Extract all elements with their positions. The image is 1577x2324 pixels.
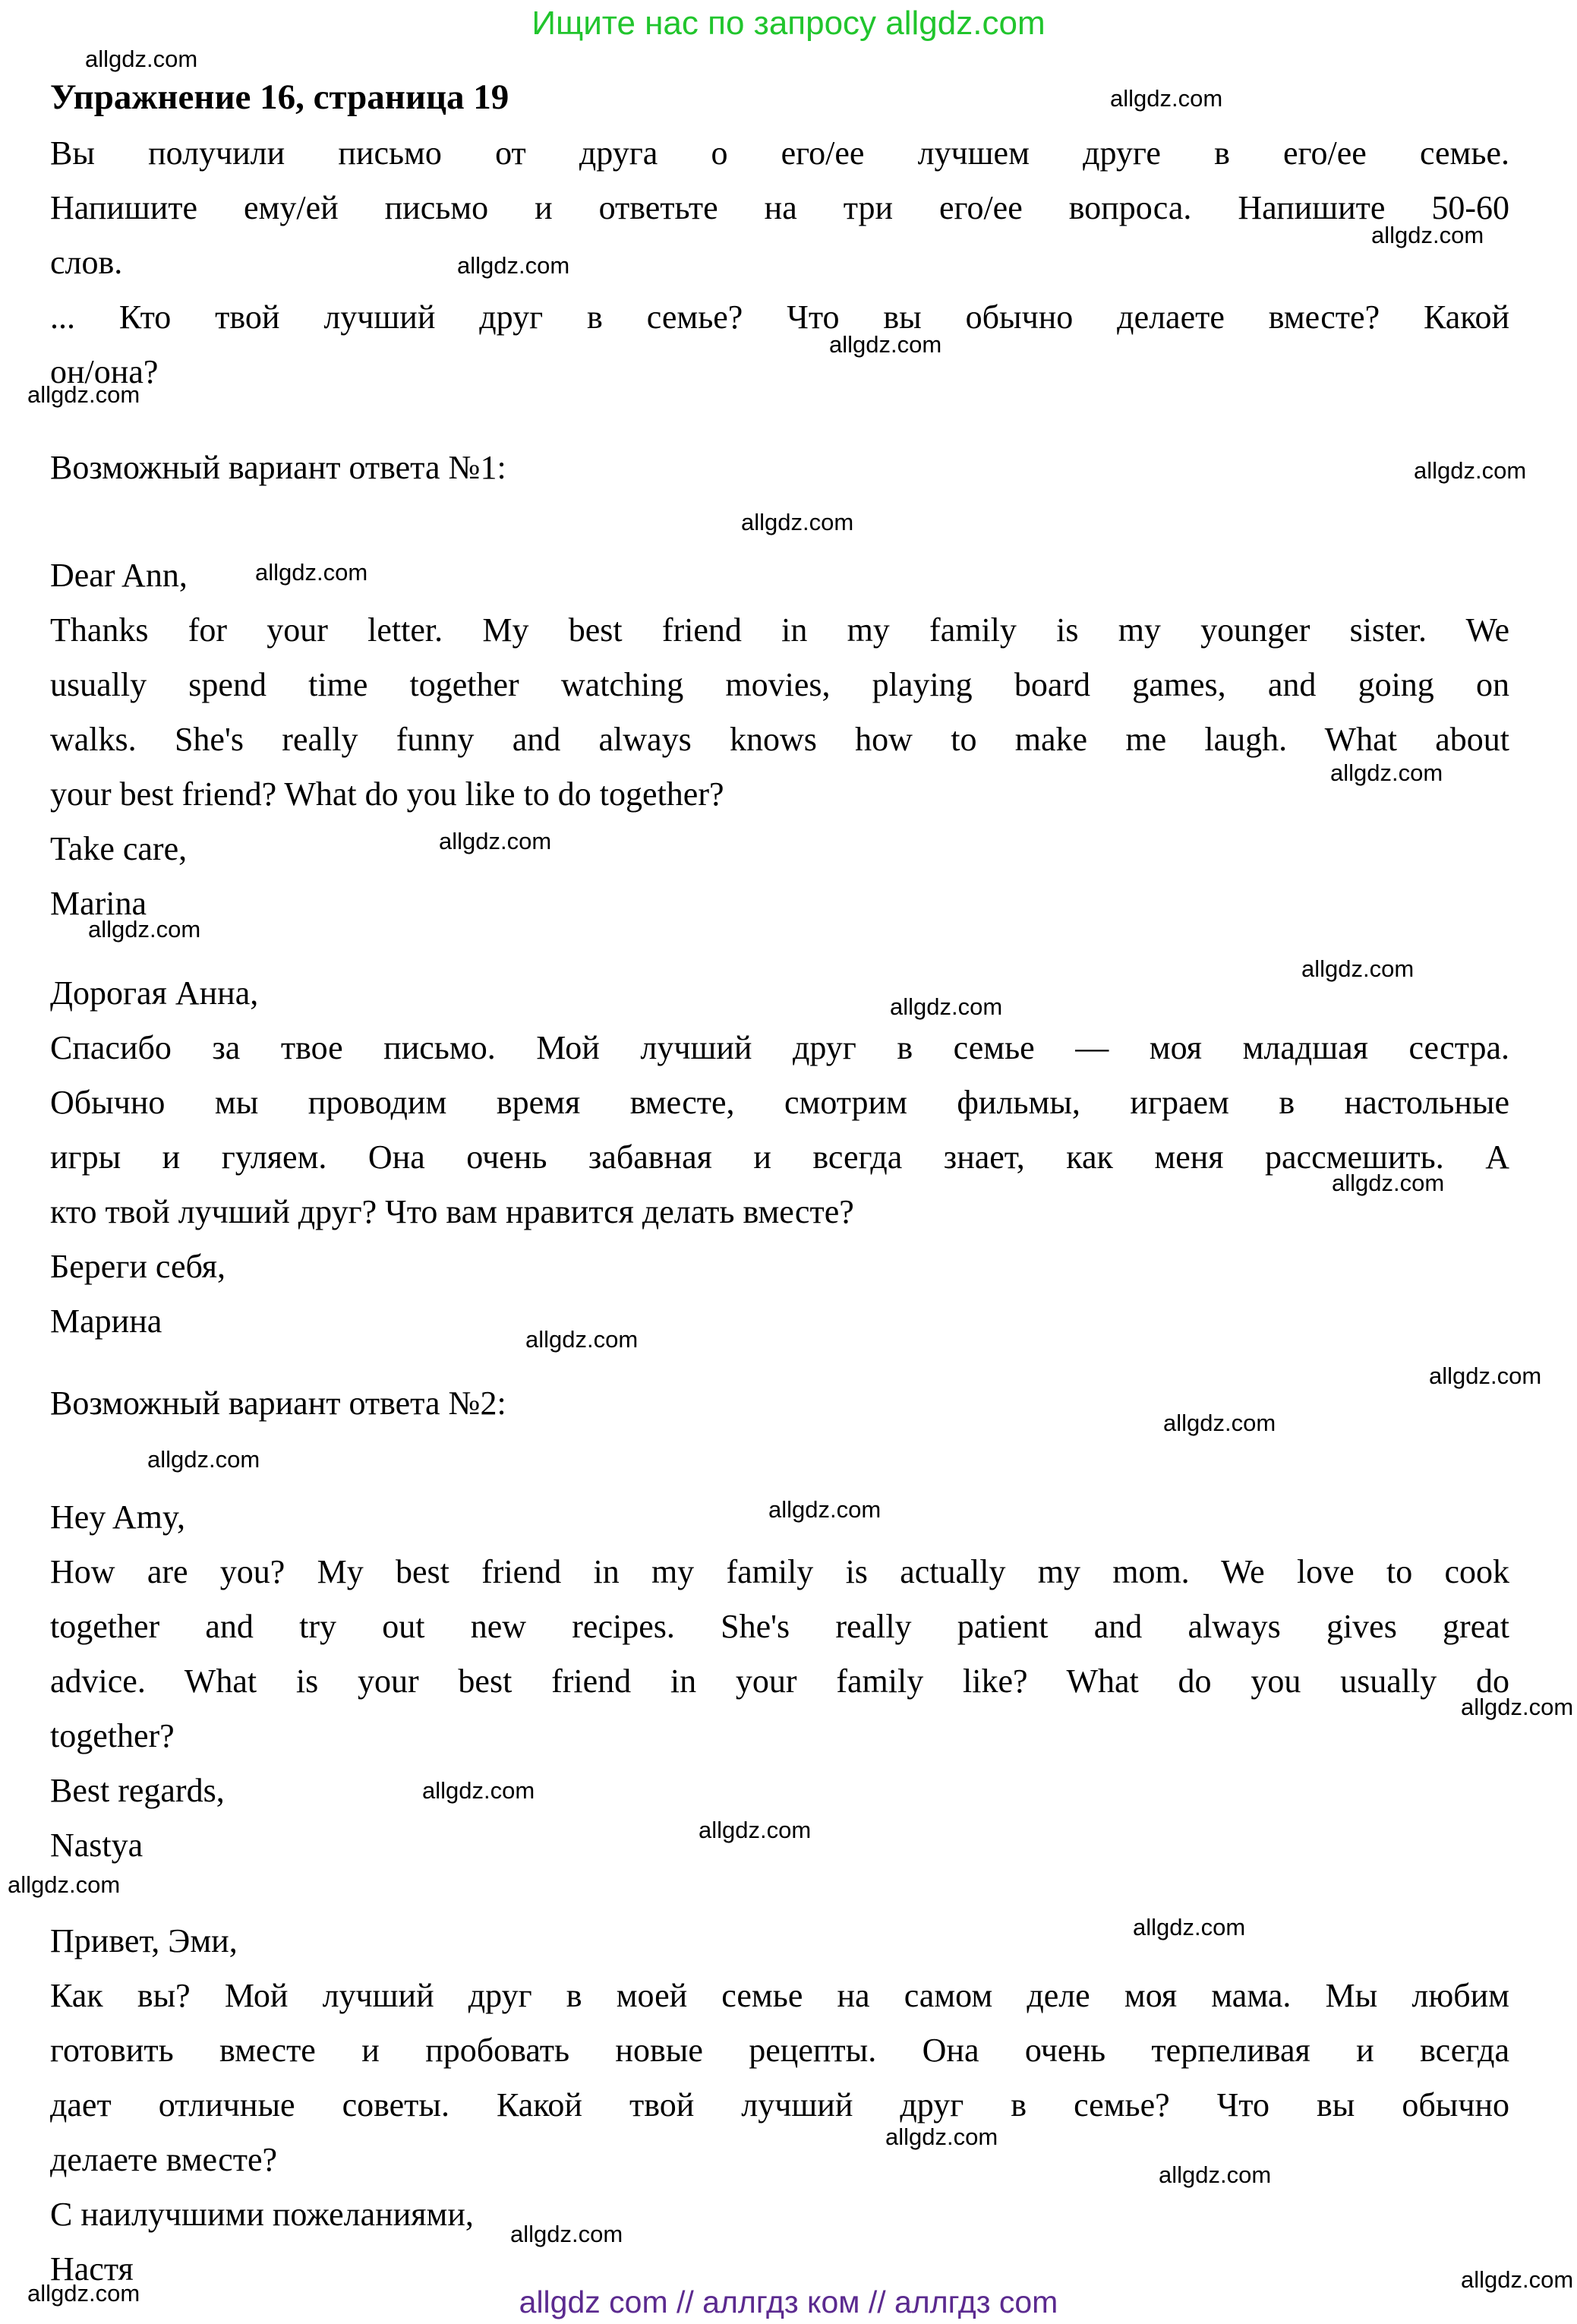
letter2-ru-body-line: готовить вместе и пробовать новые рецепты. Она очень терпеливая и всегда — [50, 2032, 1509, 2069]
task-line: Напишите ему/ей письмо и ответьте на три его/ее вопроса. Напишите 50-60 — [50, 189, 1509, 226]
promo-banner: Ищите нас по запросу allgdz.com — [531, 5, 1046, 42]
letter1-ru-body — [50, 1021, 1509, 1239]
letter2-body — [50, 1545, 1509, 1764]
watermark: allgdz.com — [741, 509, 854, 535]
watermark: allgdz.com — [699, 1817, 812, 1843]
answer-variant-1-label: Возможный вариант ответа №1: — [50, 449, 506, 486]
watermark: allgdz.com — [85, 46, 198, 72]
watermark: allgdz.com — [1461, 2266, 1574, 2293]
watermark: allgdz.com — [768, 1496, 882, 1523]
letter2-closing: Best regards, — [50, 1772, 225, 1809]
watermark: allgdz.com — [8, 1871, 121, 1898]
letter1-ru-salutation: Дорогая Анна, — [50, 974, 259, 1012]
letter1-ru-closing: Береги себя, — [50, 1248, 226, 1285]
letter2-ru-body-line: дает отличные советы. Какой твой лучший друг в семье? Что вы обычно — [50, 2086, 1509, 2123]
letter1-closing: Take care, — [50, 830, 188, 867]
question-line: он/она? — [50, 353, 159, 390]
letter1-body-line: Thanks for your letter. My best friend in my family is my younger sister. We — [50, 611, 1509, 649]
answer-variant-2-label: Возможный вариант ответа №2: — [50, 1385, 506, 1422]
watermark: allgdz.com — [1163, 1410, 1276, 1436]
letter2-body-line: together? — [50, 1717, 175, 1754]
watermark: allgdz.com — [457, 252, 570, 279]
watermark: allgdz.com — [27, 381, 140, 408]
watermark: allgdz.com — [255, 559, 368, 586]
watermark: allgdz.com — [1301, 955, 1415, 982]
letter1-body-line: your best friend? What do you like to do together? — [50, 775, 724, 813]
watermark: allgdz.com — [890, 993, 1003, 1020]
watermark: allgdz.com — [1429, 1363, 1542, 1389]
watermark: allgdz.com — [1110, 85, 1223, 112]
watermark: allgdz.com — [885, 2123, 998, 2150]
watermark: allgdz.com — [1461, 1694, 1574, 1720]
letter2-ru-body-line: Как вы? Мой лучший друг в моей семье на самом деле моя мама. Мы любим — [50, 1977, 1509, 2014]
letter1-body-line: usually spend time together watching movies, playing board games, and going on — [50, 666, 1509, 703]
watermark: allgdz.com — [1330, 759, 1443, 786]
watermark: allgdz.com — [422, 1777, 535, 1804]
letter2-ru-body-line: делаете вместе? — [50, 2141, 277, 2178]
watermark: allgdz.com — [525, 1326, 639, 1353]
letter1-body-line: walks. She's really funny and always knows how to make me laugh. What about — [50, 721, 1509, 758]
watermark: allgdz.com — [439, 828, 552, 854]
letter1-signature: Marina — [50, 885, 147, 922]
task-line: слов. — [50, 244, 123, 281]
letter2-ru-body — [50, 1969, 1509, 2187]
footer-domains: allgdz com // аллгдз ком // аллгдз com — [519, 2285, 1058, 2319]
task-line: Вы получили письмо от друга о его/ее лучшем друге в его/ее семье. — [50, 134, 1509, 172]
exercise-title: Упражнение 16, страница 19 — [50, 77, 509, 117]
letter1-salutation: Dear Ann, — [50, 557, 188, 594]
watermark: allgdz.com — [88, 916, 201, 943]
watermark: allgdz.com — [1133, 1914, 1246, 1940]
watermark: allgdz.com — [1332, 1170, 1445, 1196]
letter1-ru-body-line: Обычно мы проводим время вместе, смотрим фильмы, играем в настольные — [50, 1084, 1509, 1121]
task-paragraph — [50, 126, 1509, 290]
watermark: allgdz.com — [147, 1446, 260, 1473]
letter1-ru-signature: Марина — [50, 1303, 162, 1340]
letter2-ru-salutation: Привет, Эми, — [50, 1922, 238, 1959]
watermark: allgdz.com — [27, 2280, 140, 2307]
letter1-body — [50, 603, 1509, 822]
letter2-ru-closing: С наилучшими пожеланиями, — [50, 2196, 474, 2233]
letter1-ru-body-line: кто твой лучший друг? Что вам нравится делать вместе? — [50, 1193, 854, 1230]
letter1-ru-body-line: Спасибо за твое письмо. Мой лучший друг в семье — моя младшая сестра. — [50, 1029, 1509, 1066]
letter2-signature: Nastya — [50, 1827, 144, 1864]
letter2-salutation: Hey Amy, — [50, 1498, 186, 1536]
watermark: allgdz.com — [1414, 457, 1527, 484]
question-line: ... Кто твой лучший друг в семье? Что вы обычно делаете вместе? Какой — [50, 298, 1509, 336]
letter2-body-line: How are you? My best friend in my family is actually my mom. We love to cook — [50, 1553, 1509, 1590]
letter2-body-line: together and try out new recipes. She's really patient and always gives great — [50, 1608, 1509, 1645]
watermark: allgdz.com — [1371, 222, 1484, 248]
letter2-body-line: advice. What is your best friend in your family like? What do you usually do — [50, 1662, 1509, 1700]
watermark: allgdz.com — [510, 2221, 623, 2247]
watermark: allgdz.com — [1159, 2161, 1272, 2188]
letter1-ru-body-line: игры и гуляем. Она очень забавная и всегда знает, как меня рассмешить. А — [50, 1138, 1509, 1176]
watermark: allgdz.com — [829, 331, 942, 358]
question-paragraph — [50, 290, 1509, 399]
letter2-ru-signature: Настя — [50, 2250, 134, 2288]
